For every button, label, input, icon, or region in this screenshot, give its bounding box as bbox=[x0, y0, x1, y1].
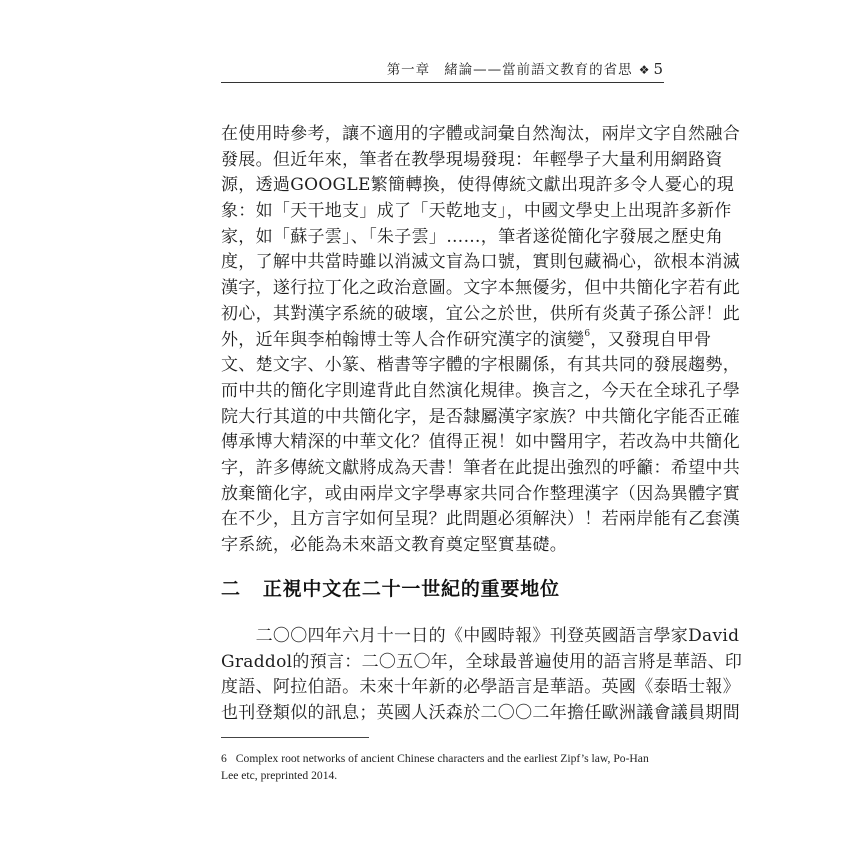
ornament-icon: ❖ bbox=[638, 63, 651, 77]
paragraph-1 bbox=[221, 122, 740, 559]
text-line: 漢字，遂行拉丁化之政治意圖。文字本無優劣，但中共簡化字若有此 bbox=[221, 278, 740, 299]
text-line: 發展。但近年來，筆者在教學現場發現：年輕學子大量利用網路資 bbox=[221, 149, 723, 170]
text-line: 初心，其對漢字系統的破壞，宜公之於世，供所有炎黃子孫公評！此 bbox=[221, 303, 740, 324]
text-segment: 外，近年與李柏翰博士等人合作研究漢字的演變 bbox=[221, 329, 585, 350]
text-line: Graddol的預言：二〇五〇年，全球最普遍使用的語言將是華語、印 bbox=[221, 651, 743, 672]
text-line: 文、楚文字、小篆、楷書等字體的字根關係，有其共同的發展趨勢， bbox=[221, 355, 740, 376]
text-line: 在使用時參考，讓不適用的字體或詞彙自然淘汰，兩岸文字自然融合 bbox=[221, 124, 740, 144]
text-line: 二〇〇四年六月十一日的《中國時報》刊登英國語言學家David bbox=[221, 626, 740, 646]
footnote-reference[interactable]: 6 bbox=[584, 328, 591, 339]
paragraph-2 bbox=[221, 624, 743, 727]
section-title: 正視中文在二十一世紀的重要地位 bbox=[262, 578, 560, 600]
page-number: 5 bbox=[653, 60, 664, 78]
footnote bbox=[221, 750, 669, 784]
text-line: 在不少，且方言字如何呈現？此問題必須解決）！若兩岸能有乙套漢 bbox=[221, 509, 740, 530]
footnote-rule bbox=[221, 737, 369, 738]
text-line: 家，如「蘇子雲」、「朱子雲」……，筆者遂從簡化字發展之歷史角 bbox=[221, 226, 723, 247]
chapter-title: 緒論——當前語文教育的省思 bbox=[444, 62, 633, 78]
text-line: 字系統，必能為未來語文教育奠定堅實基礎。 bbox=[221, 535, 567, 555]
text-line: 字，許多傳統文獻將成為天書！筆者在此提出強烈的呼籲：希望中共 bbox=[221, 457, 740, 478]
footnote-line bbox=[221, 750, 669, 767]
footnote-text: Complex root networks of ancient Chinese characters and the earliest Zipf’s law, Po-Han bbox=[235, 752, 649, 765]
text-segment: ，又發現自甲骨 bbox=[590, 329, 712, 350]
section-number: 二 bbox=[221, 578, 241, 600]
running-head bbox=[221, 58, 664, 82]
text-line: 放棄簡化字，或由兩岸文字學專家共同合作整理漢字（因為異體字實 bbox=[221, 483, 740, 504]
footnote-number: 6 bbox=[221, 752, 227, 765]
text-line: 傳承博大精深的中華文化？值得正視！如中醫用字，若改為中共簡化 bbox=[221, 432, 740, 453]
text-line: 象：如「天干地支」成了「天乾地支」，中國文學史上出現許多新作 bbox=[221, 201, 732, 222]
text-line: 度語、阿拉伯語。未來十年新的必學語言是華語。英國《泰晤士報》 bbox=[221, 677, 740, 698]
footnote-line: Lee etc, preprinted 2014. bbox=[221, 769, 338, 782]
chapter-label: 第一章 bbox=[386, 62, 431, 78]
text-line: 源，透過GOOGLE繁簡轉換，使得傳統文獻出現許多令人憂心的現 bbox=[221, 175, 735, 196]
section-heading bbox=[221, 574, 664, 601]
text-line: 也刊登類似的訊息；英國人沃森於二〇〇二年擔任歐洲議會議員期間 bbox=[221, 703, 740, 724]
text-line: 院大行其道的中共簡化字，是否隸屬漢字家族？中共簡化字能否正確 bbox=[221, 406, 740, 427]
header-rule bbox=[221, 82, 664, 83]
text-line-with-footnote bbox=[221, 328, 712, 354]
text-line: 而中共的簡化字則違背此自然演化規律。換言之，今天在全球孔子學 bbox=[221, 380, 740, 401]
text-line: 度，了解中共當時雖以消滅文盲為口號，實則包藏禍心，欲根本消滅 bbox=[221, 252, 740, 273]
